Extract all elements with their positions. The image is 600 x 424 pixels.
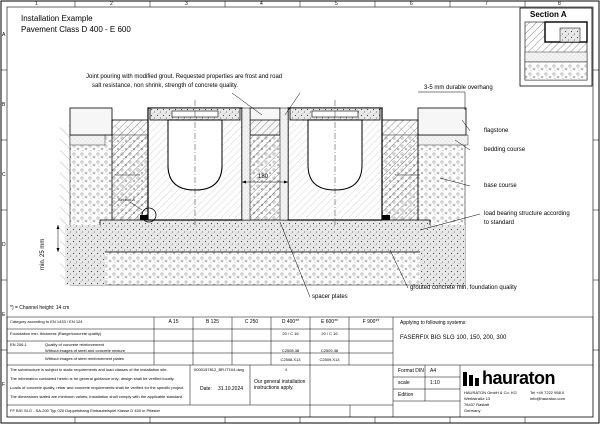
note-line-4: The dimensions stated are minimum values; installation shall comply with the applicable standard. bbox=[10, 394, 184, 399]
note-line-1: The substructure is subject to static requirements and load classes of the installation site. bbox=[10, 367, 168, 372]
note-line-2: The information contained herein is for general guidance only; design shall be verified locally. bbox=[10, 376, 175, 381]
dimension-180: 180 bbox=[258, 174, 269, 180]
revision: 4 bbox=[285, 367, 288, 372]
address-line-1: HAURATON GmbH & Co. KG bbox=[464, 390, 517, 395]
format-value: A4 bbox=[430, 368, 437, 374]
drawing-title: Installation Example bbox=[21, 14, 93, 23]
address-line-2: Werkstraße 13 bbox=[464, 396, 491, 401]
contact-email: info@hauraton.com bbox=[530, 396, 565, 401]
border-ref-f: F bbox=[2, 382, 6, 388]
class-a15: A 15 bbox=[168, 319, 179, 325]
load-bearing-label-1: load bearing structure according bbox=[484, 211, 570, 217]
code-d400-b: C2508.X13 bbox=[280, 357, 301, 362]
grout-note-line1: Joint pouring with modified grout. Requested properties are frost and road bbox=[86, 74, 283, 80]
applying-label: Applying to following systems: bbox=[400, 320, 467, 326]
edition-label: Edition bbox=[398, 392, 414, 398]
class-c250: C 250 bbox=[244, 319, 259, 325]
detail-row-4: Without images of steel reinforcement plates bbox=[45, 356, 124, 361]
code-e600-b: C2509.X13 bbox=[319, 357, 340, 362]
border-ref-d: D bbox=[2, 242, 6, 248]
overhang-label: 3-5 mm durable overhang bbox=[424, 85, 493, 91]
scale-value: 1:10 bbox=[430, 380, 440, 386]
section-a-tag: Section A bbox=[118, 197, 135, 202]
cross-section-drawing bbox=[57, 92, 481, 297]
section-a-detail bbox=[520, 8, 592, 86]
address-line-4: Germany bbox=[464, 408, 481, 413]
code-d400-a: C2508.38 bbox=[281, 348, 300, 353]
drawing-subtitle: Pavement Class D 400 - E 600 bbox=[21, 25, 131, 34]
border-ref-b: B bbox=[2, 102, 6, 108]
drawing-title-line: FF BIG SLG - SA-200 Typ 020 Doppelstrang Einbaubeispiel Klasse D 400 in Pflaster bbox=[10, 408, 161, 413]
dimension-min-25: min. 25 mm bbox=[40, 238, 46, 270]
grout-note-line2: salt resistance, non shrink, strength of concrete quality. bbox=[92, 83, 238, 89]
class-f900: F 900** bbox=[362, 319, 380, 325]
spacer-plates-label: spacer plates bbox=[312, 294, 348, 300]
flagstone-label: flagstone bbox=[484, 128, 509, 134]
system-label: FASERFIX BIG SLG 100, 150, 200, 300 bbox=[400, 335, 507, 341]
channel-height-footnote: *) = Channel height: 14 cm bbox=[10, 305, 70, 311]
date-label: Date: bbox=[200, 386, 212, 392]
hauraton-wordmark: hauraton bbox=[482, 368, 556, 388]
border-ref-4: 4 bbox=[260, 1, 263, 7]
general-instructions: Our general installation instructions apply. bbox=[254, 379, 306, 391]
code-e600-a: C2509.38 bbox=[320, 348, 339, 353]
border-ref-7: 7 bbox=[485, 1, 488, 7]
detail-row-3: Without images of steel and concrete mixture bbox=[45, 348, 126, 353]
detail-row-2: Quality of concrete reinforcement bbox=[45, 342, 104, 347]
hauraton-logo-mark bbox=[463, 372, 479, 386]
category-row-label: Category according to EN 1433 / EN 124 bbox=[10, 319, 83, 324]
d400-spec: 20 / C 16 bbox=[282, 331, 299, 336]
border-ref-3: 3 bbox=[185, 1, 188, 7]
grouted-concrete-label: grouted concrete min. foundation quality bbox=[410, 285, 517, 291]
address-line-3: 76437 Rastatt bbox=[464, 402, 489, 407]
border-ref-6: 6 bbox=[410, 1, 413, 7]
detail-row-1: EN 206-1 bbox=[10, 342, 27, 347]
class-e600: E 600** bbox=[321, 319, 338, 325]
format-label: Format DIN bbox=[398, 368, 424, 374]
border-ref-1: 1 bbox=[35, 1, 38, 7]
e600-spec: 20 / C 16 bbox=[321, 331, 338, 336]
border-ref-e: E bbox=[2, 312, 6, 318]
section-a-label: Section A bbox=[530, 10, 567, 19]
scale-label: scale bbox=[398, 380, 410, 386]
bedding-label: bedding course bbox=[484, 147, 526, 153]
border-ref-2: 2 bbox=[110, 1, 113, 7]
note-line-3: Loads of concrete quality, rebar and concrete requirements shall be verified for the specific project. bbox=[10, 385, 185, 390]
load-bearing-label-2: to standard bbox=[484, 220, 515, 226]
border-ref-c: C bbox=[2, 172, 6, 178]
contact-phone: Tel +49 7222 958 0 bbox=[530, 390, 565, 395]
date-value: 31.10.2024 bbox=[218, 386, 244, 392]
drawing-number: 0000157812_BR.IT104.dwg bbox=[194, 367, 244, 372]
border-ref-8: 8 bbox=[558, 1, 561, 7]
base-course-label: base course bbox=[484, 183, 517, 189]
foundation-row-label: Foundation min. thickness (Range/concrete quality) bbox=[10, 331, 102, 336]
class-d400: D 400** bbox=[281, 319, 300, 325]
class-b125: B 125 bbox=[205, 319, 220, 325]
border-ref-5: 5 bbox=[335, 1, 338, 7]
border-ref-a: A bbox=[2, 32, 6, 38]
